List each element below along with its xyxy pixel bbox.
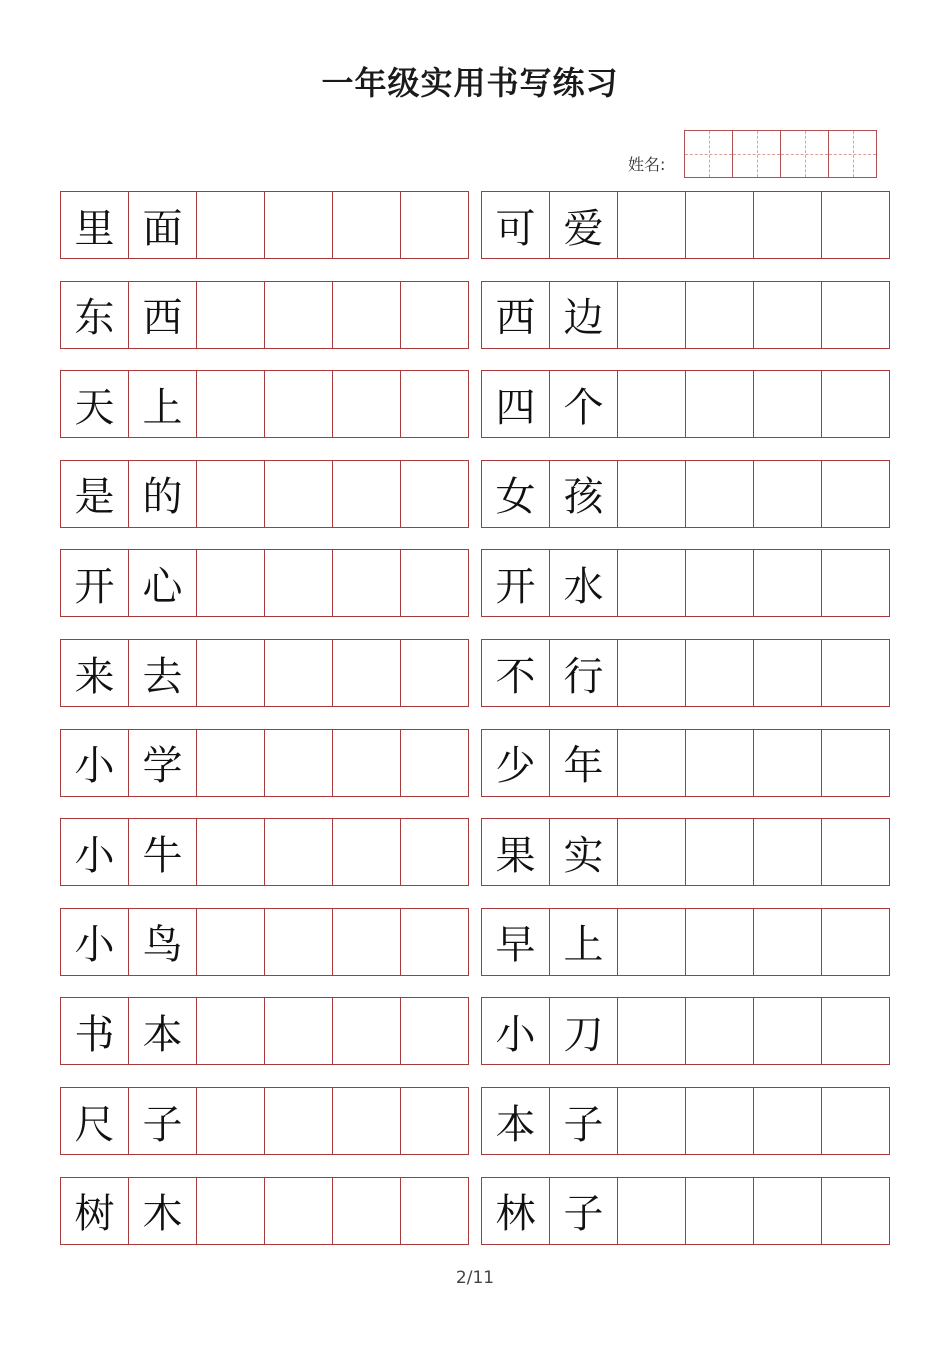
blank-writing-cell[interactable] [686, 192, 754, 258]
blank-writing-cell[interactable] [686, 909, 754, 975]
blank-writing-cell[interactable] [333, 1088, 401, 1154]
word-block-right [481, 1087, 890, 1155]
blank-writing-cell[interactable] [401, 998, 468, 1064]
word-block-right [481, 639, 890, 707]
blank-writing-cell[interactable] [822, 909, 889, 975]
blank-writing-cell[interactable] [401, 192, 468, 258]
practice-row [60, 1087, 890, 1155]
model-character: 上 [129, 371, 197, 437]
model-character: 刀 [550, 998, 618, 1064]
word-block-left [60, 639, 469, 707]
blank-writing-cell[interactable] [754, 730, 822, 796]
model-character: 开 [482, 550, 550, 616]
blank-writing-cell[interactable] [686, 461, 754, 527]
blank-writing-cell[interactable] [197, 909, 265, 975]
blank-writing-cell[interactable] [401, 819, 468, 885]
model-character: 鸟 [129, 909, 197, 975]
practice-row [60, 997, 890, 1065]
model-character: 女 [482, 461, 550, 527]
blank-writing-cell[interactable] [822, 1178, 889, 1244]
model-character: 小 [61, 909, 129, 975]
word-block-left [60, 191, 469, 259]
blank-writing-cell[interactable] [618, 1088, 686, 1154]
blank-writing-cell[interactable] [265, 1178, 333, 1244]
word-block-right [481, 908, 890, 976]
model-character: 四 [482, 371, 550, 437]
model-character: 少 [482, 730, 550, 796]
model-character: 西 [129, 282, 197, 348]
blank-writing-cell[interactable] [618, 282, 686, 348]
model-character: 小 [61, 819, 129, 885]
blank-writing-cell[interactable] [754, 819, 822, 885]
practice-row [60, 908, 890, 976]
blank-writing-cell[interactable] [265, 282, 333, 348]
word-block-left [60, 549, 469, 617]
model-character: 东 [61, 282, 129, 348]
word-block-right [481, 460, 890, 528]
blank-writing-cell[interactable] [686, 282, 754, 348]
name-box[interactable] [684, 130, 733, 178]
blank-writing-cell[interactable] [265, 730, 333, 796]
blank-writing-cell[interactable] [686, 640, 754, 706]
blank-writing-cell[interactable] [822, 282, 889, 348]
model-character: 行 [550, 640, 618, 706]
blank-writing-cell[interactable] [822, 640, 889, 706]
word-block-left [60, 729, 469, 797]
name-box[interactable] [828, 130, 877, 178]
model-character: 去 [129, 640, 197, 706]
blank-writing-cell[interactable] [197, 1178, 265, 1244]
name-input-boxes[interactable] [685, 130, 877, 178]
model-character: 小 [482, 998, 550, 1064]
blank-writing-cell[interactable] [197, 1088, 265, 1154]
blank-writing-cell[interactable] [401, 282, 468, 348]
blank-writing-cell[interactable] [197, 550, 265, 616]
blank-writing-cell[interactable] [686, 730, 754, 796]
blank-writing-cell[interactable] [401, 730, 468, 796]
blank-writing-cell[interactable] [618, 909, 686, 975]
model-character: 学 [129, 730, 197, 796]
blank-writing-cell[interactable] [265, 819, 333, 885]
model-character: 小 [61, 730, 129, 796]
name-label: 姓名: [628, 155, 666, 174]
blank-writing-cell[interactable] [686, 998, 754, 1064]
blank-writing-cell[interactable] [265, 371, 333, 437]
practice-row [60, 818, 890, 886]
blank-writing-cell[interactable] [333, 998, 401, 1064]
blank-writing-cell[interactable] [197, 998, 265, 1064]
blank-writing-cell[interactable] [754, 909, 822, 975]
practice-row [60, 281, 890, 349]
blank-writing-cell[interactable] [197, 192, 265, 258]
model-character: 子 [550, 1178, 618, 1244]
model-character: 水 [550, 550, 618, 616]
practice-row [60, 1177, 890, 1245]
blank-writing-cell[interactable] [686, 550, 754, 616]
blank-writing-cell[interactable] [197, 282, 265, 348]
blank-writing-cell[interactable] [197, 730, 265, 796]
blank-writing-cell[interactable] [822, 550, 889, 616]
blank-writing-cell[interactable] [686, 371, 754, 437]
model-character: 木 [129, 1178, 197, 1244]
word-block-right [481, 1177, 890, 1245]
word-block-left [60, 1177, 469, 1245]
model-character: 个 [550, 371, 618, 437]
model-character: 林 [482, 1178, 550, 1244]
model-character: 里 [61, 192, 129, 258]
word-block-right [481, 370, 890, 438]
blank-writing-cell[interactable] [265, 909, 333, 975]
blank-writing-cell[interactable] [618, 371, 686, 437]
blank-writing-cell[interactable] [754, 550, 822, 616]
model-character: 牛 [129, 819, 197, 885]
model-character: 树 [61, 1178, 129, 1244]
practice-row [60, 639, 890, 707]
model-character: 子 [129, 1088, 197, 1154]
blank-writing-cell[interactable] [333, 192, 401, 258]
blank-writing-cell[interactable] [401, 371, 468, 437]
blank-writing-cell[interactable] [197, 640, 265, 706]
model-character: 实 [550, 819, 618, 885]
word-block-left [60, 908, 469, 976]
word-block-right [481, 281, 890, 349]
word-block-left [60, 281, 469, 349]
model-character: 开 [61, 550, 129, 616]
word-block-left [60, 370, 469, 438]
model-character: 不 [482, 640, 550, 706]
blank-writing-cell[interactable] [333, 282, 401, 348]
practice-row [60, 370, 890, 438]
blank-writing-cell[interactable] [754, 461, 822, 527]
model-character: 来 [61, 640, 129, 706]
blank-writing-cell[interactable] [333, 730, 401, 796]
blank-writing-cell[interactable] [618, 730, 686, 796]
blank-writing-cell[interactable] [822, 192, 889, 258]
model-character: 是 [61, 461, 129, 527]
blank-writing-cell[interactable] [754, 1178, 822, 1244]
blank-writing-cell[interactable] [754, 1088, 822, 1154]
blank-writing-cell[interactable] [686, 819, 754, 885]
blank-writing-cell[interactable] [822, 371, 889, 437]
model-character: 可 [482, 192, 550, 258]
page-number: 2/11 [455, 1268, 495, 1288]
blank-writing-cell[interactable] [333, 909, 401, 975]
blank-writing-cell[interactable] [618, 550, 686, 616]
model-character: 本 [482, 1088, 550, 1154]
blank-writing-cell[interactable] [822, 819, 889, 885]
blank-writing-cell[interactable] [265, 998, 333, 1064]
blank-writing-cell[interactable] [265, 192, 333, 258]
model-character: 书 [61, 998, 129, 1064]
blank-writing-cell[interactable] [401, 550, 468, 616]
blank-writing-cell[interactable] [197, 371, 265, 437]
model-character: 年 [550, 730, 618, 796]
blank-writing-cell[interactable] [333, 550, 401, 616]
blank-writing-cell[interactable] [333, 371, 401, 437]
blank-writing-cell[interactable] [822, 998, 889, 1064]
word-block-left [60, 460, 469, 528]
blank-writing-cell[interactable] [618, 819, 686, 885]
blank-writing-cell[interactable] [265, 640, 333, 706]
model-character: 孩 [550, 461, 618, 527]
word-block-left [60, 818, 469, 886]
blank-writing-cell[interactable] [754, 998, 822, 1064]
model-character: 尺 [61, 1088, 129, 1154]
word-block-left [60, 1087, 469, 1155]
blank-writing-cell[interactable] [618, 192, 686, 258]
blank-writing-cell[interactable] [401, 1178, 468, 1244]
blank-writing-cell[interactable] [822, 461, 889, 527]
blank-writing-cell[interactable] [686, 1178, 754, 1244]
blank-writing-cell[interactable] [333, 461, 401, 527]
word-block-right [481, 729, 890, 797]
model-character: 天 [61, 371, 129, 437]
model-character: 的 [129, 461, 197, 527]
blank-writing-cell[interactable] [265, 550, 333, 616]
blank-writing-cell[interactable] [754, 640, 822, 706]
blank-writing-cell[interactable] [197, 461, 265, 527]
blank-writing-cell[interactable] [265, 461, 333, 527]
blank-writing-cell[interactable] [618, 1178, 686, 1244]
blank-writing-cell[interactable] [618, 640, 686, 706]
model-character: 西 [482, 282, 550, 348]
blank-writing-cell[interactable] [822, 730, 889, 796]
blank-writing-cell[interactable] [754, 371, 822, 437]
blank-writing-cell[interactable] [401, 909, 468, 975]
name-box[interactable] [732, 130, 781, 178]
word-block-right [481, 818, 890, 886]
word-block-right [481, 191, 890, 259]
model-character: 果 [482, 819, 550, 885]
blank-writing-cell[interactable] [618, 461, 686, 527]
practice-row [60, 729, 890, 797]
blank-writing-cell[interactable] [401, 461, 468, 527]
blank-writing-cell[interactable] [754, 192, 822, 258]
blank-writing-cell[interactable] [686, 1088, 754, 1154]
blank-writing-cell[interactable] [333, 640, 401, 706]
model-character: 子 [550, 1088, 618, 1154]
blank-writing-cell[interactable] [333, 1178, 401, 1244]
blank-writing-cell[interactable] [333, 819, 401, 885]
word-block-left [60, 997, 469, 1065]
model-character: 心 [129, 550, 197, 616]
model-character: 爱 [550, 192, 618, 258]
word-block-right [481, 549, 890, 617]
blank-writing-cell[interactable] [618, 998, 686, 1064]
model-character: 本 [129, 998, 197, 1064]
practice-row [60, 460, 890, 528]
model-character: 边 [550, 282, 618, 348]
blank-writing-cell[interactable] [265, 1088, 333, 1154]
practice-row [60, 191, 890, 259]
model-character: 早 [482, 909, 550, 975]
model-character: 上 [550, 909, 618, 975]
word-block-right [481, 997, 890, 1065]
blank-writing-cell[interactable] [197, 819, 265, 885]
worksheet-title: 一年级实用书写练习 [321, 64, 619, 102]
model-character: 面 [129, 192, 197, 258]
blank-writing-cell[interactable] [401, 1088, 468, 1154]
blank-writing-cell[interactable] [754, 282, 822, 348]
name-box[interactable] [780, 130, 829, 178]
practice-row [60, 549, 890, 617]
blank-writing-cell[interactable] [822, 1088, 889, 1154]
blank-writing-cell[interactable] [401, 640, 468, 706]
